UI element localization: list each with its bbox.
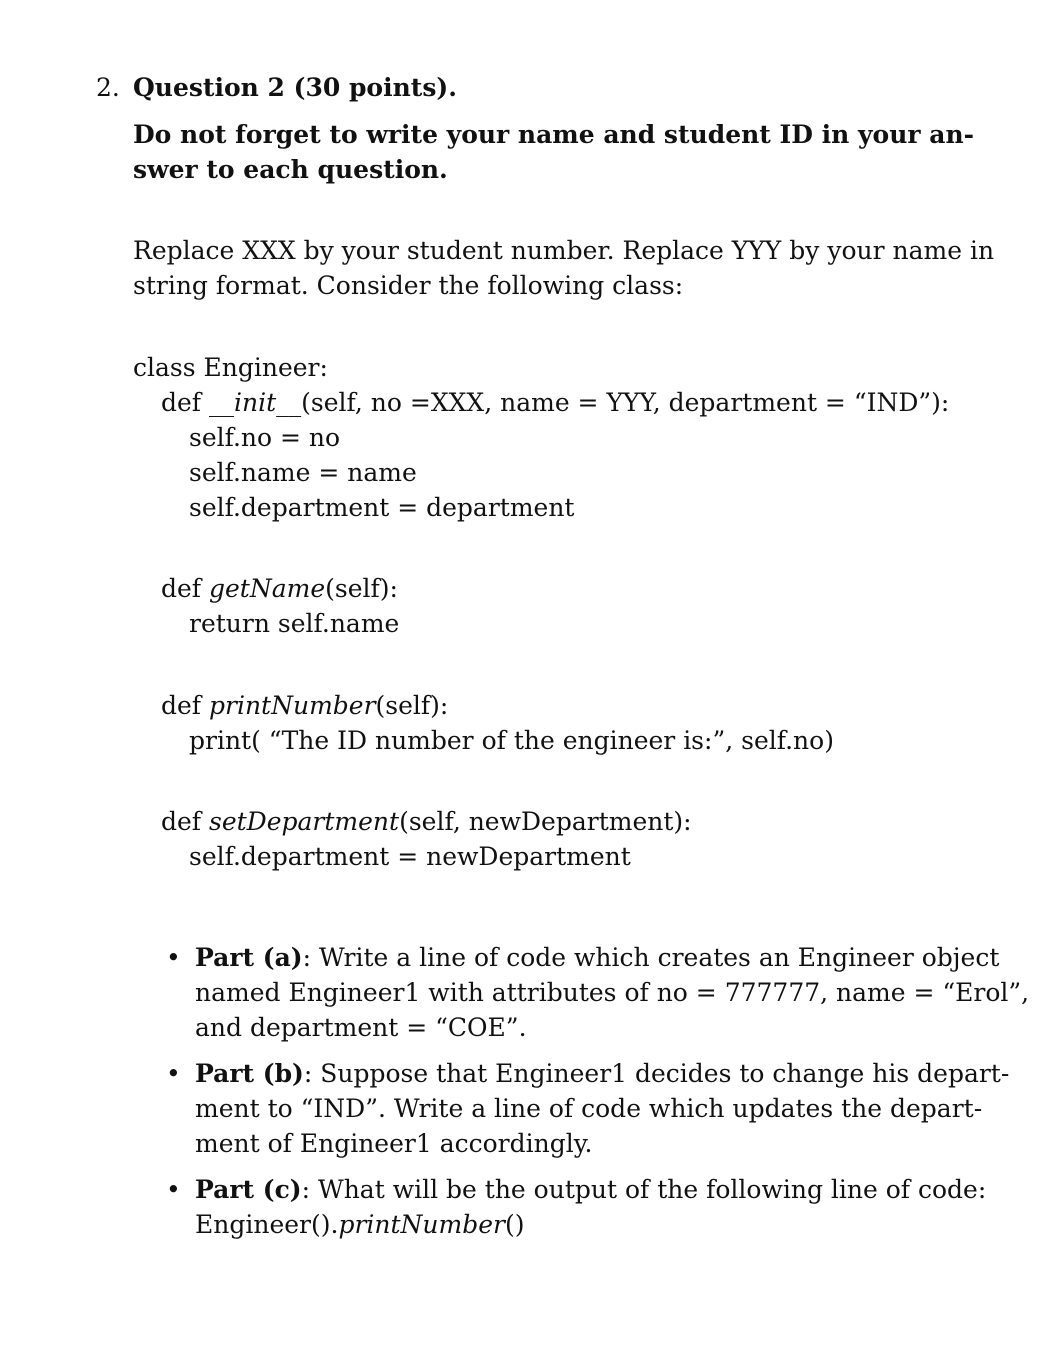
code-init-body-1: self.no = no <box>189 423 341 452</box>
def-keyword: def <box>161 807 209 836</box>
code-class-line: class Engineer: <box>133 353 328 382</box>
setdepartment-params: (self, newDepartment): <box>399 807 692 836</box>
question-number: 2. <box>96 73 120 102</box>
part-a-line-3: and department = “COE”. <box>195 1013 527 1042</box>
intro-line-2: string format. Consider the following class: <box>133 271 684 300</box>
code-setdepartment-def <box>161 804 692 839</box>
part-c-code-method: printNumber <box>338 1210 505 1239</box>
bullet-icon: • <box>166 1059 181 1088</box>
part-c-label: Part (c) <box>195 1175 302 1204</box>
code-setdepartment-body: self.department = newDepartment <box>189 842 631 871</box>
printnumber-method-name: printNumber <box>209 691 376 720</box>
code-printnumber-body: print( “The ID number of the engineer is:”, self.no) <box>189 726 834 755</box>
def-keyword: def <box>161 574 209 603</box>
def-keyword: def <box>161 388 209 417</box>
bullet-icon: • <box>166 1175 181 1204</box>
printnumber-params: (self): <box>375 691 449 720</box>
getname-method-name: getName <box>209 574 326 603</box>
code-printnumber-def <box>161 688 448 723</box>
part-a-text-1: : Write a line of code which creates an Engineer object <box>302 943 1000 972</box>
question-heading: Question 2 (30 points). <box>133 73 457 102</box>
part-b-line-1 <box>195 1056 1009 1091</box>
part-b-line-2: ment to “IND”. Write a line of code which updates the depart- <box>195 1094 983 1123</box>
part-c-line-1 <box>195 1172 986 1207</box>
code-init-body-2: self.name = name <box>189 458 417 487</box>
part-c-code-prefix: Engineer(). <box>195 1210 339 1239</box>
code-init-def <box>161 385 949 420</box>
code-init-body-3: self.department = department <box>189 493 575 522</box>
part-c-text-1: : What will be the output of the following line of code: <box>301 1175 987 1204</box>
code-getname-body: return self.name <box>189 609 400 638</box>
def-keyword: def <box>161 691 209 720</box>
reminder-line-2: swer to each question. <box>133 155 448 184</box>
part-c-line-2 <box>195 1207 525 1242</box>
setdepartment-method-name: setDepartment <box>209 807 400 836</box>
part-b-line-3: ment of Engineer1 accordingly. <box>195 1129 593 1158</box>
reminder-line-1: Do not forget to write your name and student ID in your an- <box>133 120 974 149</box>
part-b-text-1: : Suppose that Engineer1 decides to change his depart- <box>303 1059 1010 1088</box>
bullet-icon: • <box>166 943 181 972</box>
part-a-label: Part (a) <box>195 943 303 972</box>
part-c-code-suffix: () <box>504 1210 525 1239</box>
part-a-line-1 <box>195 940 999 975</box>
part-a-line-2: named Engineer1 with attributes of no = 777777, name = “Erol”, <box>195 978 1030 1007</box>
part-b-label: Part (b) <box>195 1059 304 1088</box>
init-method-name: __init__ <box>209 388 302 417</box>
init-params: (self, no =XXX, name = YYY, department = “IND”): <box>301 388 950 417</box>
getname-params: (self): <box>325 574 398 603</box>
code-getname-def <box>161 571 398 606</box>
intro-line-1: Replace XXX by your student number. Replace YYY by your name in <box>133 236 995 265</box>
